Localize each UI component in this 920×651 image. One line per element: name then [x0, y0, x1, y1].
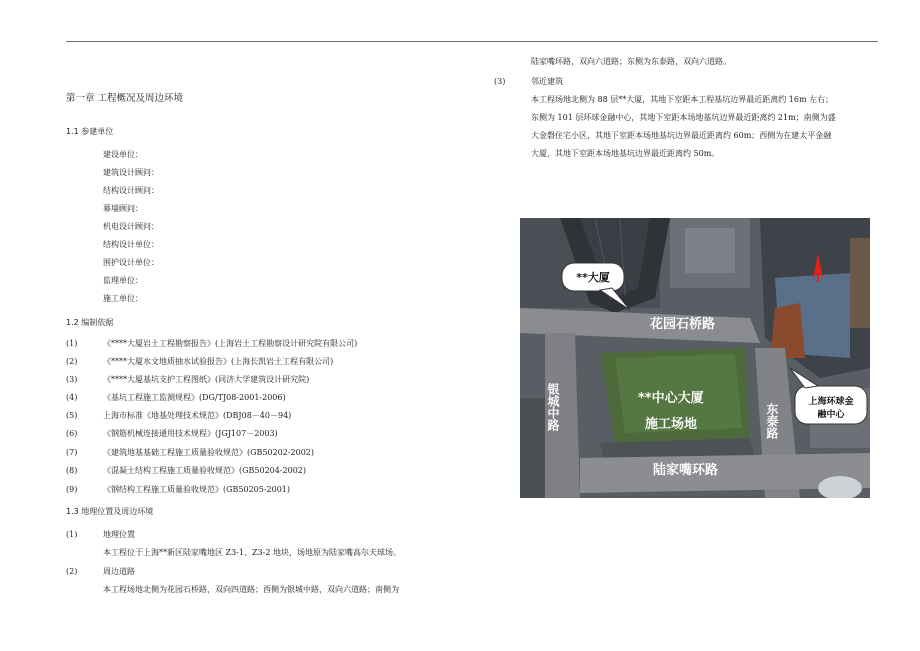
- basis-number: (7): [66, 448, 78, 457]
- map-label-east-road: 东泰路: [765, 403, 779, 439]
- participant-item: 建设单位：: [103, 150, 143, 159]
- roads-text-continued: 陆家嘴环路，双向六道路；东侧为东泰路，双向六道路。: [531, 57, 731, 66]
- map-label-north-road: 花园石桥路: [650, 317, 716, 332]
- basis-item: 《****大厦岩土工程勘察报告》(上海岩土工程勘察设计研究院有限公司): [103, 339, 358, 348]
- map-label-tower: **大厦: [576, 271, 610, 284]
- participant-item: 施工单位：: [103, 294, 143, 303]
- basis-item: 《钢筋机械连接通用技术规程》(JGJ107－2003): [103, 429, 278, 438]
- chapter-title: 第一章 工程概况及周边环境: [66, 93, 184, 104]
- roads-text: 本工程场地北侧为花园石桥路，双向四道路；西侧为银城中路，双向六道路；南侧为: [103, 585, 399, 594]
- nearby-line: 本工程场地北侧为 88 层**大厦，其地下室距本工程基坑边界最近距离约 16m 左右；: [531, 95, 834, 104]
- geo-text: 本工程位于上海**新区陆家嘴地区 Z3-1、Z3-2 地块，场地原为陆家嘴高尔夫球场。: [103, 548, 401, 557]
- header-rule: [66, 41, 878, 42]
- map-label-center: **中心大厦: [638, 391, 704, 406]
- basis-number: (1): [66, 339, 78, 348]
- nearby-line: 东侧为 101 层环球金融中心，其地下室距本场地基坑边界最近距离约 21m；南侧为盛: [531, 113, 836, 122]
- roads-title: 周边道路: [103, 567, 135, 576]
- map-label-south-road: 陆家嘴环路: [653, 463, 719, 478]
- aerial-site-photo: [520, 218, 870, 498]
- basis-item: 《钢结构工程施工质量验收规范》(GB50205-2001): [103, 485, 291, 494]
- participant-item: 结构设计顾问：: [103, 186, 159, 195]
- basis-item: 《****大厦水文地质抽水试验报告》(上海长凯岩土工程有限公司): [103, 357, 334, 366]
- geo-title: 地理位置: [103, 530, 135, 539]
- basis-item: 《基坑工程施工监测规程》(DG/TJ08-2001-2006): [103, 393, 286, 402]
- nearby-line: 大金磐住宅小区，其地下室距本场地基坑边界最近距离约 60m；西侧为在建太平金融: [531, 131, 832, 140]
- participant-item: 幕墙顾问：: [103, 204, 143, 213]
- nearby-title: 邻近建筑: [531, 77, 563, 86]
- section-heading-basis: 1.2 编制依据: [66, 318, 114, 327]
- location-number: (2): [66, 567, 78, 576]
- basis-item: 《建筑地基基础工程施工质量验收规范》(GB50202-2002): [103, 448, 315, 457]
- map-label-site: 施工场地: [645, 417, 698, 432]
- basis-number: (8): [66, 466, 78, 475]
- basis-number: (5): [66, 411, 78, 420]
- participant-item: 机电设计顾问：: [103, 222, 159, 231]
- participant-item: 监理单位：: [103, 276, 143, 285]
- section-heading-participants: 1.1 参建单位: [66, 127, 114, 136]
- map-label-swfc-line1: 上海环球金: [808, 397, 854, 407]
- basis-number: (3): [66, 375, 78, 384]
- basis-number: (6): [66, 429, 78, 438]
- basis-item: 《混凝土结构工程施工质量验收规范》(GB50204-2002): [103, 466, 307, 475]
- location-number: (3): [494, 77, 506, 86]
- nearby-line: 大厦，其地下室距本场地基坑边界最近距离约 50m。: [531, 149, 720, 158]
- basis-number: (2): [66, 357, 78, 366]
- basis-number: (4): [66, 393, 78, 402]
- participant-item: 围护设计单位：: [103, 258, 159, 267]
- participant-item: 建筑设计顾问：: [103, 168, 159, 177]
- map-label-west-road: 银城中路: [546, 383, 560, 431]
- basis-item: 上海市标准《地基处理技术规范》(DBJ08－40－94): [103, 411, 292, 420]
- basis-item: 《****大厦基坑支护工程图纸》(同济大学建筑设计研究院): [103, 375, 310, 384]
- section-heading-location: 1.3 地理位置及周边环境: [66, 507, 154, 516]
- map-label-swfc-line2: 融中心: [817, 410, 845, 420]
- participant-item: 结构设计单位：: [103, 240, 159, 249]
- location-number: (1): [66, 530, 78, 539]
- basis-number: (9): [66, 485, 78, 494]
